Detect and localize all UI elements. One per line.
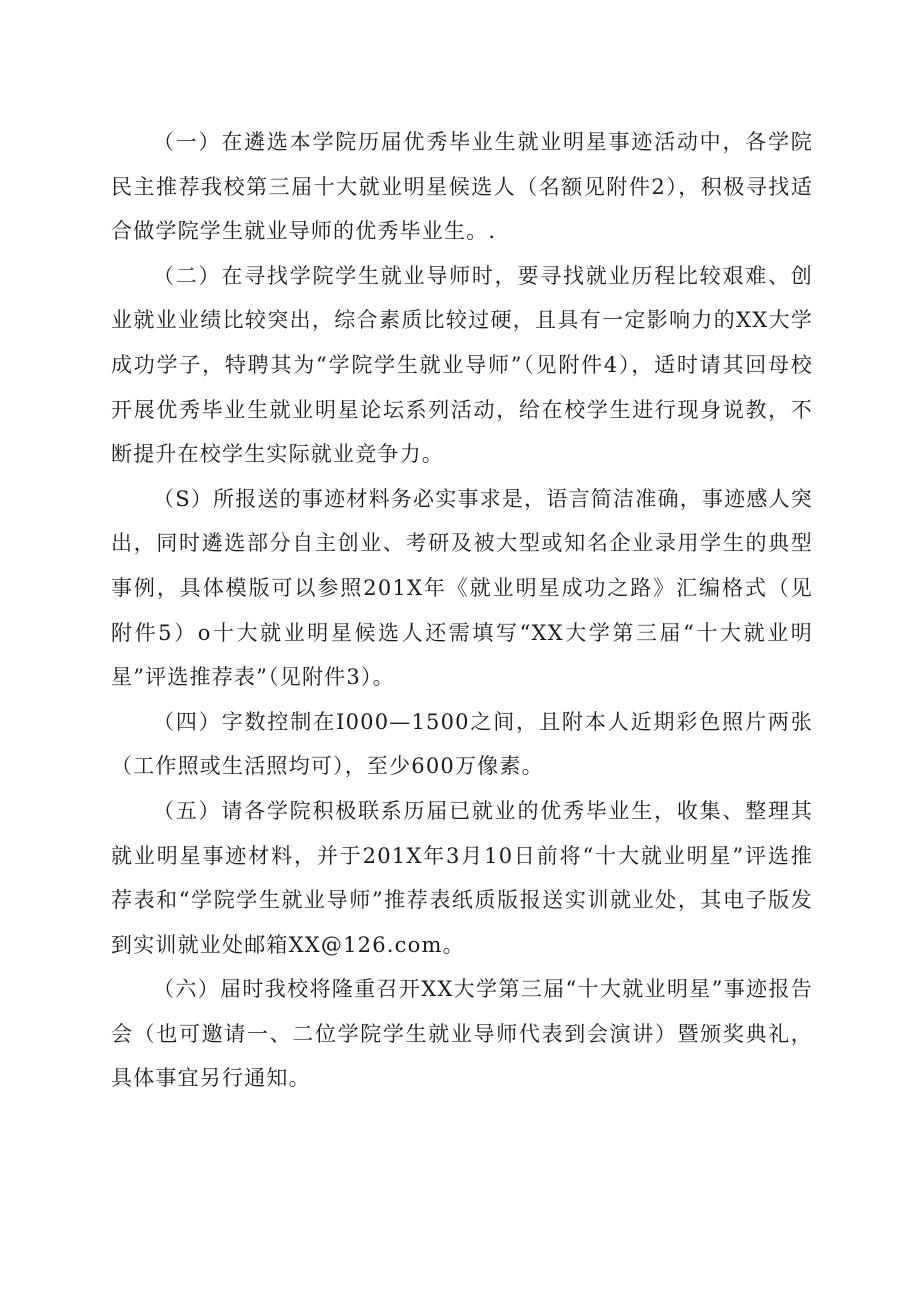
document-body	[111, 120, 813, 1101]
paragraph-3: （S）所报送的事迹材料务必实事求是，语言简洁准确，事迹感人突出，同时遴选部分自主创业、考研及被大型或知名企业录用学生的典型事例，具体模版可以参照201X年《就业明星成功之路》汇编格式（见附件5）o十大就业明星候选人还需填写“XX大学第三届“十大就业明星”评选推荐表”（见附件3）。	[111, 486, 813, 690]
paragraph-4: （四）字数控制在I000—1500之间，且附本人近期彩色照片两张（工作照或生活照均可），至少600万像素。	[111, 709, 813, 779]
paragraph-5: （五）请各学院积极联系历届已就业的优秀毕业生，收集、整理其就业明星事迹材料，并于201X年3月10日前将“十大就业明星”评选推荐表和“学院学生就业导师”推荐表纸质版报送实训就业处，其电子版发到实训就业处邮箱XX@126.com。	[111, 798, 813, 957]
paragraph-2: （二）在寻找学院学生就业导师时，要寻找就业历程比较艰难、创业就业业绩比较突出，综合素质比较过硬，且具有一定影响力的XX大学成功学子，特聘其为“学院学生就业导师”（见附件4），适时请其回母校开展优秀毕业生就业明星论坛系列活动，给在校学生进行现身说教，不断提升在校学生实际就业竞争力。	[111, 263, 813, 467]
paragraph-1: （一）在遴选本学院历届优秀毕业生就业明星事迹活动中，各学院民主推荐我校第三届十大就业明星候选人（名额见附件2），积极寻找适合做学院学生就业导师的优秀毕业生。.	[111, 130, 813, 244]
paragraph-6: （六）届时我校将隆重召开XX大学第三届“十大就业明星”事迹报告会（也可邀请一、二位学院学生就业导师代表到会演讲）暨颁奖典礼，具体事宜另行通知。	[111, 977, 813, 1091]
